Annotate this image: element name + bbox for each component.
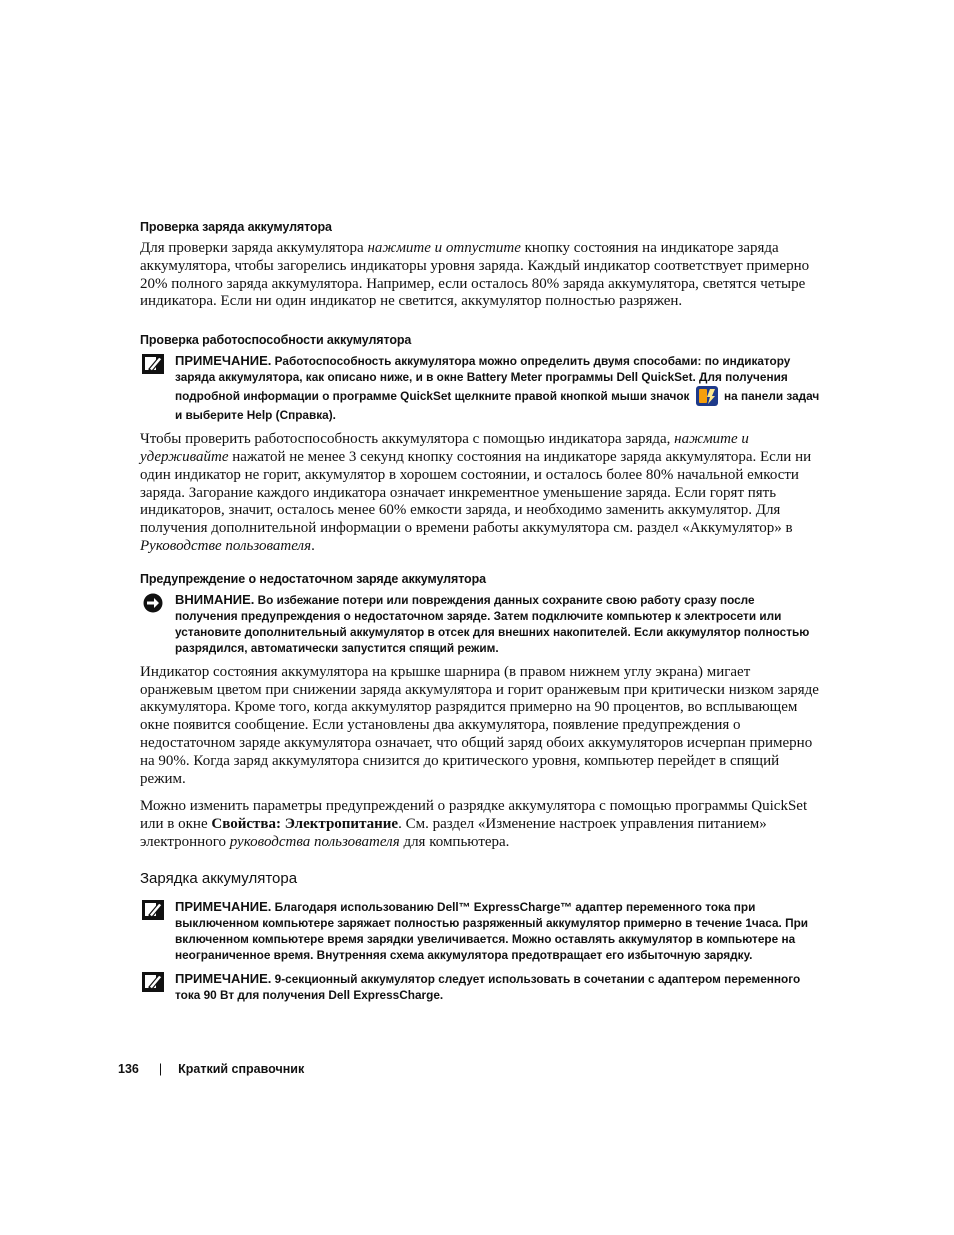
heading-charging: Зарядка аккумулятора bbox=[140, 869, 298, 887]
note-text: 9-секционный аккумулятор следует использовать в сочетании с адаптером переменного тока 90 Вт для получения Dell ExpressCharge. bbox=[175, 971, 801, 1002]
text-run: кнопку состояния на индикаторе заряда аккумулятора, чтобы загорелись индикаторы уровня заряда. Каждый индикатор соответствует примерно 20% полного заряда аккумулятора. Например, если осталось 80% заряда аккумулятора, светятся четыре индикатора. Если ни один индикатор не светится, аккумулятор полностью разряжен. bbox=[140, 240, 810, 310]
note-text: Благодаря использованию Dell™ ExpressCharge™ адаптер переменного тока при выключенном компьютере заряжает полностью разряженный аккумулятор примерно в течение 1часа. При включенном компьютере время зарядки увеличивается. Можно оставлять аккумулятор в компьютере на неограниченное время. Внутренняя схема аккумулятора предотвращает его избыточную зарядку. bbox=[175, 899, 809, 962]
paragraph-check-charge bbox=[140, 240, 820, 311]
footer-separator: | bbox=[158, 1062, 163, 1076]
note-health bbox=[140, 353, 820, 423]
footer-title: Краткий справочник bbox=[178, 1062, 305, 1076]
emphasis: руководства пользователя bbox=[229, 833, 400, 850]
text-run: Чтобы проверить работоспособность аккумулятора с помощью индикатора заряда, bbox=[140, 431, 675, 448]
pencil-note-icon bbox=[142, 354, 164, 374]
paragraph-check-health bbox=[140, 431, 820, 556]
pencil-note-icon bbox=[142, 972, 164, 992]
note-text: на панели задач и выберите bbox=[175, 389, 820, 423]
paragraph-low-warning-1: Индикатор состояния аккумулятора на крышке шарнира (в правом нижнем углу экрана) мигает оранжевым цветом при снижении заряда аккумулятора и горит оранжевым при критически низком заряде аккумулятора. Кроме того, когда аккумулятор разрядится примерно на 90 процентов, во всплывающем окне появится сообщение. Если установлены два аккумулятора, появление предупреждения о недостаточном заряде аккумулятора означает, что общий заряд обоих аккумуляторов исчерпан примерно на 90%. Когда заряд аккумулятора снизится до критического уровня, компьютер перейдет в спящий режим. bbox=[140, 663, 819, 787]
text-run: . См. раздел «Изменение настроек управления питанием» электронного bbox=[140, 816, 767, 850]
note-text: (Справка). bbox=[272, 408, 336, 423]
note-text: Работоспособность аккумулятора можно определить двумя способами: по индикатору заряда аккумулятора, как описано ниже, и в окне Battery Meter программы Dell QuickSet. Для получения подробной информации о программе QuickSet щелкните правой кнопкой мыши значок bbox=[175, 354, 791, 404]
note-help-word: Help bbox=[246, 408, 273, 423]
text-run: . bbox=[311, 537, 315, 554]
heading-check-health: Проверка работоспособности аккумулятора bbox=[140, 333, 412, 348]
text-run: Можно изменить параметры предупреждений о разрядке аккумулятора с помощью программы QuickSet или в окне bbox=[140, 798, 808, 833]
text-run: Для проверки заряда аккумулятора bbox=[140, 240, 368, 256]
arrow-notice-icon bbox=[142, 593, 164, 613]
note-label: ПРИМЕЧАНИЕ. bbox=[175, 970, 272, 986]
note-charging-1 bbox=[140, 899, 820, 963]
text-run: нажатой не менее 3 секунд кнопку состояния на индикаторе заряда аккумулятора. Если ни один индикатор не горит, аккумулятор в хорошем состоянии, и осталось более 80% начальной емкости заряда. Загорание каждого индикатора означает инкрементное уменьшение заряда. Если горят пять индикаторов, значит, осталось менее 60% емкости заряда, и необходимо заменить аккумулятор. Для получения дополнительной информации о времени работы аккумулятора см. раздел «Аккумулятор» в bbox=[140, 448, 812, 537]
emphasis: Руководстве пользователя bbox=[140, 537, 312, 554]
page-number: 136 bbox=[118, 1062, 139, 1076]
heading-check-charge: Проверка заряда аккумулятора bbox=[140, 220, 332, 234]
page-body bbox=[140, 220, 820, 1011]
paragraph-low-warning-2 bbox=[140, 798, 820, 851]
notice-low-warning bbox=[140, 592, 820, 656]
strong-text: Свойства: Электропитание bbox=[211, 816, 399, 833]
emphasis: нажмите и отпустите bbox=[367, 240, 521, 256]
note-label: ПРИМЕЧАНИЕ. bbox=[175, 898, 272, 914]
emphasis: нажмите и удерживайте bbox=[140, 431, 749, 465]
pencil-note-icon bbox=[142, 900, 164, 920]
note-label: ПРИМЕЧАНИЕ. bbox=[175, 353, 272, 369]
page-footer bbox=[118, 1062, 304, 1076]
note-charging-2 bbox=[140, 971, 820, 1003]
text-run: для компьютера. bbox=[399, 833, 510, 850]
notice-label: ВНИМАНИЕ. bbox=[175, 591, 255, 607]
heading-low-warning: Предупреждение о недостаточном заряде аккумулятора bbox=[140, 571, 486, 586]
notice-text: Во избежание потери или повреждения данных сохраните свою работу сразу после получения предупреждения о недостаточном заряде. Затем подключите компьютер к электросети или установите дополнительный аккумулятор в отсек для внешних накопителей. Если аккумулятор полностью разрядился, автоматически запустится спящий режим. bbox=[175, 592, 810, 655]
quickset-icon bbox=[695, 385, 719, 407]
